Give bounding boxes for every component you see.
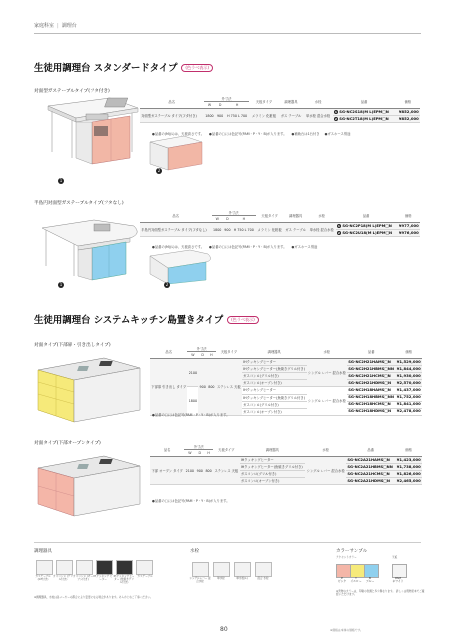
table-row: 半島円対面型ガステーブル タイプ(フタなし) 1800 900 H 750 L 700 メラミン 化粧板 ガス テーブル 単水栓 混合水栓 1 SG-NC2P18(M L)EPM□N ¥977,000 <box>140 222 420 229</box>
breadcrumb: 家庭科室 | 調理台 <box>34 23 77 29</box>
table-row: 1800 IHクッキングヒーター シングル レバー 混合水栓 SG-NC2H18HAMS□N ¥1,437,000 <box>150 387 422 394</box>
bottom-divider <box>34 542 421 543</box>
table-row: IHクッキングヒーター(魚焼きグリル付き) SG-NC2H21HBMS□NN ¥1,844,000 <box>150 366 422 373</box>
section1-sub1-spec-table: 品名 外寸法 天板タイプ 調理器具 水栓 品番 価格 W D H 対面型ガステーブル タイプ(フタ付き) 1800 900 H 750 L 700 メラミン 化粧板 ガス テーブル 単水栓 混合水栓 1 SG-NC2S18(M L)EPM□N ¥852,000 2 SG-NC2T18(M L)EPM□N ¥852,000 <box>141 96 419 121</box>
color-swatch-pink <box>336 564 351 578</box>
colors-note: ※実物のカラーは、印刷の色調と多少異なります。 詳しくは現物見本でご確認いただけます。 <box>336 590 425 597</box>
section2-sub2-spec-table: 品名 外寸法 天板タイプ 調理器具 水栓 品番 価格 W D H 下部 オープン タイプ 2100 900 800 ステンレス 天板 IHクッキングヒーター シングル レバー 混合水栓 SG-NC2A21HAMS□N ¥1,423,000 IHクッキングヒーター(魚焼きグリル付き) SG-NC2A21HBMS□NN ¥1,738,000 ガスコンロ(グリル付き) SG-NC2A21HCMS□N ¥1,826,000 ガスコンロ(オーブン付き) SG-NC2A21HDMS□N ¥2,465,000 <box>151 444 421 484</box>
table-row: IHクッキングヒーター(魚焼きグリル付き) SG-NC2H18HBMS□NN ¥1,752,000 <box>243 394 421 400</box>
gas-stove-oven-thumb <box>76 560 93 575</box>
marker-1b: 1 <box>59 282 63 287</box>
header-divider <box>34 33 421 34</box>
gas-stove-grill-thumb <box>56 560 73 575</box>
catalog-page: 家庭科室 | 調理台 生徒用調理台 スタンダードタイプ (色ラベ表示) 対面型ガステーブルタイプ(フタ付き) 1 2 品名 外寸法 天板タイプ 調理器具 水栓 品番 価格 W D H 対面型ガステーブル タイプ(フタ付き) 1800 900 H 750 L 700 メラミン 化粧板 ガス テーブル 単水栓 混合水栓 1 SG-NC2S18(M L)EPM□N ¥852,000 2 SG-NC2T18(M L)EPM□N ¥852,000 ●品番の(M)(L)は、天板高さです。 ●品番の□には色記号(PAM・P・Y・B)が入ります。 ●補助台は1台付き ●ガスホース別途 半島円対面型ガステーブルタイプ(フタなし) 1 2 品名 外寸法 天板タイプ 調理器具 水栓 品番 価格 W D H 半島円対面型ガステーブル タイプ(フタなし) 1800 900 H 750 L 700 メラミン 化粧板 ガス テーブル 単水栓 混合水栓 1 SG-NC2P18(M L)EPM□N ¥977,000 2 SG-NC2U18(M L)EPM□N ¥976,000 ●品番の(M)(L)は、天板高さです。 ●品番の□には色記号(PAM・P・Y・B)が入ります。 ●ガスホース別途 生徒用調理台 システムキッチン島置きタイプ (色ラベ表示) 対面タイプ(下部扉・引き出しタイプ) 品名 外寸法 天板タイプ 調理器具 水栓 品番 価格 W D H 下部扉 引き出し タイプ 2100 900 800 ステンレス 天板 IHクッキングヒーター シングル レバー 混合水栓 SG-NC2H21HAMS□N ¥1,529,000 IHクッキングヒーター(魚焼きグリル付き) SG-NC2H21HBMS□NN ¥1,844,000 ガスコンロ(グリル付き) SG-NC2H21HCMS□N ¥1,930,000 ガスコンロ(オーブン付き) SG-NC2H21HDMS□N ¥2,570,000 1800 IHクッキングヒーター シングル レバー 混合水栓 SG-NC2H18HAMS□N ¥1,437,000 IHクッキングヒーター(魚焼きグリル付き) SG-NC2H18HBMS□NN ¥1,752,000 ガスコンロ(グリル付き) SG-NC2H18HCMS□N ¥1,841,000 ガスコンロ(オーブン付き) SG-NC2H18HDMS□N ¥2,478,000 ●品番の□には色記号(PAM・P・Y・B)が入ります。 対面タイプ(下部オープンタイプ) 品名 外寸法 天板タイプ 調理器具 水栓 品番 価格 W D H 下部 オープン タイプ 2100 900 800 ステンレス 天板 IHクッキングヒーター シングル レバー 混合水栓 SG-NC2A21HAMS□N ¥1,423,000 IHクッキングヒーター(魚焼きグリル付き) SG-NC2A21HBMS□NN ¥1,738,000 ガスコンロ(グリル付き) SG-NC2A21HCMS□N ¥1,826,000 ガスコンロ(オーブン付き) SG-NC2A21HDMS□N ¥2,465,000 ●品番の□には色記号(PAM・P・Y・B)が入ります。 調理器具 ガステーブル (GT付き) ガスコンロ (グリル付き) ガスコンロ (オーブン付き) IHクッキング ヒーター IHクッキングヒーター (魚焼きグリル付き) ガステーブル ※調理器具、水栓は各メーカーの都合により変更になる場合があります。あらかじめご了承ください。 水栓 シングルレバー 混合水栓 単水栓 単水栓(L) 混合 水栓 カラーサンプル アクセントカラー 天板 P ピンク Y イエロー B ブルー PAM ホワイト ※実物のカラーは、印刷の色調と多少異なります。 詳しくは現物見本でご確認いただけます。 80 ※価格は本体の価格です。 <box>34 23 425 633</box>
table-row: 下部扉 引き出し タイプ 2100 900 800 ステンレス 天板 IHクッキングヒーター シングル レバー 混合水栓 SG-NC2H21HAMS□N ¥1,529,000 <box>150 358 422 365</box>
marker-1: 1 <box>59 178 63 183</box>
page-number: 80 <box>220 626 228 633</box>
section2-sub1-label: 対面タイプ(下部扉・引き出しタイプ) <box>34 343 111 348</box>
section1-sub1-notes: ●品番の(M)(L)は、天板高さです。 ●品番の□には色記号(PAM・P・Y・B)が入ります。 ●補助台は1台付き ●ガスホース別途 <box>152 132 351 136</box>
section1-badge: (色ラベ表示) <box>181 64 213 72</box>
section1-sub2-spec-table: 品名 外寸法 天板タイプ 調理器具 水栓 品番 価格 W D H 半島円対面型ガステーブル タイプ(フタなし) 1800 900 H 750 L 700 メラミン 化粧板 ガス テーブル 単水栓 混合水栓 1 SG-NC2P18(M L)EPM□N ¥977,000 2 SG-NC2U18(M L)EPM□N ¥976,000 <box>141 210 419 235</box>
gas-table-thumb <box>136 560 153 575</box>
marker-2: 2 <box>157 168 161 173</box>
gas-table-lid-illustration <box>34 92 144 197</box>
table-row: ガスコンロ(オーブン付き) SG-NC2A21HDMS□N ¥2,465,000 <box>150 478 422 485</box>
single-lever-faucet-thumb <box>192 562 209 577</box>
footnote: ※価格は本体の価格です。 <box>330 628 363 632</box>
colors-label: カラーサンプル <box>336 549 368 554</box>
table-row: 2 SG-NC2T18(M L)EPM□N ¥852,000 <box>140 116 420 123</box>
table-row: 下部 オープン タイプ 2100 900 800 ステンレス 天板 IHクッキングヒーター シングル レバー 混合水栓 SG-NC2A21HAMS□N ¥1,423,000 <box>150 456 422 463</box>
table-row: 対面型ガステーブル タイプ(フタ付き) 1800 900 H 750 L 700 メラミン 化粧板 ガス テーブル 単水栓 混合水栓 1 SG-NC2S18(M L)EPM□N ¥852,000 <box>140 108 420 115</box>
marker-2b: 2 <box>165 282 169 287</box>
island-kitchen-drawer-illustration <box>34 352 144 432</box>
section1-sub1-label: 対面型ガステーブルタイプ(フタ付き) <box>34 89 110 94</box>
table-row: ガスコンロ(グリル付き) SG-NC2H18HCMS□N ¥1,841,000 <box>243 401 421 407</box>
section1-sub2-label: 半島円対面型ガステーブルタイプ(フタなし) <box>34 201 124 206</box>
section2-sub1-notes: ●品番の□には色記号(PAM・P・Y・B)が入ります。 <box>152 413 230 417</box>
color-swatch-yellow <box>350 564 365 578</box>
appliances-note: ※調理器具、水栓は各メーカーの都合により変更になる場合があります。あらかじめご了承ください。 <box>34 596 153 599</box>
section2-title: 生徒用調理台 システムキッチン島置きタイプ (色ラベ表示) <box>34 312 259 326</box>
breadcrumb-page[interactable]: 調理台 <box>61 23 77 29</box>
section2-sub1-spec-table: 品名 外寸法 天板タイプ 調理器具 水栓 品番 価格 W D H 下部扉 引き出し タイプ 2100 900 800 ステンレス 天板 IHクッキングヒーター シングル レバー 混合水栓 SG-NC2H21HAMS□N ¥1,529,000 IHクッキングヒーター(魚焼きグリル付き) SG-NC2H21HBMS□NN ¥1,844,000 ガスコンロ(グリル付き) SG-NC2H21HCMS□N ¥1,930,000 ガスコンロ(オーブン付き) SG-NC2H21HDMS□N ¥2,570,000 1800 IHクッキングヒーター シングル レバー 混合水栓 SG-NC2H18HAMS□N ¥1,437,000 IHクッキングヒーター(魚焼きグリル付き) SG-NC2H18HBMS□NN ¥1,752,000 ガスコンロ(グリル付き) SG-NC2H18HCMS□N ¥1,841,000 ガスコンロ(オーブン付き) SG-NC2H18HDMS□N ¥2,478,000 <box>151 346 421 414</box>
section2-sub2-notes: ●品番の□には色記号(PAM・P・Y・B)が入ります。 <box>152 499 230 503</box>
single-faucet-l-thumb <box>234 562 251 577</box>
single-faucet-thumb <box>213 562 230 577</box>
breadcrumb-section[interactable]: 家庭科室 <box>34 23 55 29</box>
mixing-faucet-thumb <box>255 562 272 577</box>
island-kitchen-open-illustration <box>34 450 144 525</box>
faucets-label: 水栓 <box>190 549 199 554</box>
section2-sub2-label: 対面タイプ(下部オープンタイプ) <box>34 441 101 446</box>
table-row: ガスコンロ(オーブン付き) SG-NC2H18HDMS□N ¥2,478,000 <box>243 408 421 414</box>
gas-table-lid-illustration-small <box>146 130 206 175</box>
color-swatch-blue <box>364 564 379 578</box>
table-row: ガスコンロ(グリル付き) SG-NC2A21HCMS□N ¥1,826,000 <box>150 471 422 478</box>
gas-table-gt-thumb <box>36 560 53 575</box>
section1-sub2-notes: ●品番の(M)(L)は、天板高さです。 ●品番の□には色記号(PAM・P・Y・B)が入ります。 ●ガスホース別途 <box>152 245 318 249</box>
ih-heater-grill-thumb <box>116 560 133 575</box>
table-row: 2 SG-NC2U18(M L)EPM□N ¥976,000 <box>140 230 420 237</box>
appliances-label: 調理器具 <box>34 549 52 554</box>
table-row: IHクッキングヒーター(魚焼きグリル付き) SG-NC2A21HBMS□NN ¥1,738,000 <box>150 464 422 471</box>
section2-badge: (色ラベ表示) <box>227 316 259 324</box>
semicircle-gas-table-illustration-small <box>146 246 216 286</box>
section1-title: 生徒用調理台 スタンダードタイプ (色ラベ表示) <box>34 60 213 74</box>
table-row: ガスコンロ(グリル付き) SG-NC2H21HCMS□N ¥1,930,000 <box>150 373 422 380</box>
ih-heater-thumb <box>96 560 113 575</box>
table-row: ガスコンロ(オーブン付き) SG-NC2H21HDMS□N ¥2,570,000 <box>150 380 422 387</box>
semicircle-gas-table-illustration <box>34 208 144 288</box>
